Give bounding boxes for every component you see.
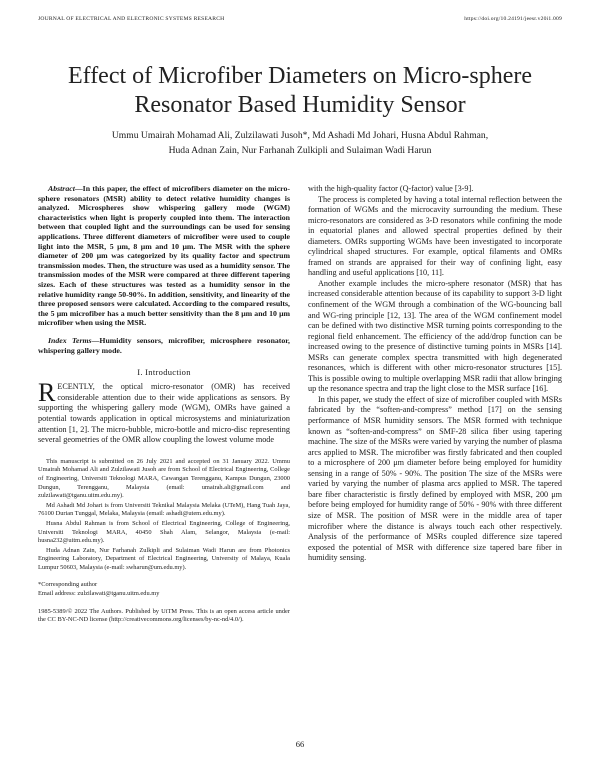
- footnote: Husna Abdul Rahman is from School of Electrical Engineering, College of Engineering, Universiti Teknologi MARA, 40450 Shah Alam, Selangor, Malaysia (e-mail: husna232@uitm.edu.my).: [38, 519, 290, 545]
- abstract: [38, 184, 290, 328]
- index-terms: [38, 336, 290, 355]
- footnote: This manuscript is submitted on 26 July 2021 and accepted on 31 January 2022. Ummu Umairah Mohamad Ali and Zulzilawati Jusoh are from School of Electrical Engineering, College of Engineering, Universiti Teknologi MARA, Cawangan Terengganu, Kampus Dungun, 23000 Dungun, Terengganu, Malaysia (email: umairah.ali@gmail.com and zulzilawati@tganu.uitm.edu.my).: [38, 457, 290, 500]
- page-number: 66: [295, 739, 305, 749]
- footnote: Md Ashadi Md Johari is from Universiti Teknikal Malaysia Melaka (UTeM), Hang Tuah Jaya, 76100 Durian Tunggal, Melaka, Malaysia (email: ashadi@utem.edu.my).: [38, 501, 290, 518]
- paper-title: Effect of Microfiber Diameters on Micro-sphere Resonator Based Humidity Sensor: [67, 63, 533, 118]
- corresponding-author: [38, 581, 290, 598]
- body-paragraph: In this paper, we study the effect of size of microfiber coupled with MSRs fabricated by the “soften-and-compress” method [17] on the sensing performance of MSR humidity sensors. The MSR formed with technique known as “soften-and-compress” on SMF-28 silica fiber using tapering machine. The size of the MSRs were varied by varying the number of plasma arcs applied to MSR. The microfiber was firstly fabricated and then coupled to a microsphere of 200 μm diameter before being employed for humidity sensing in a range of 50% - 90%. The position The size of the MSRs were varied by varying the number of plasma arcs applied to MSR. The tapered bare fiber characteristic is firstly defined by employed with MSR, 200 μm before being employed for humidity range of 50% - 90% with three different size of MSR. The position of MSR were in the middle area of taper microfiber where the distance is always touch each other respectively. Analysis of the performance of MSRs coupled difference size tapered exposed the potential of MSR with difference size tapered bare fiber in humidity sensing.: [308, 394, 562, 563]
- abstract-text: —In this paper, the effect of microfibers diameter on the micro-sphere resonators (MSR) ability to detect relative humidity changes is analyzed. Microspheres show whispering gallery mode (WGM) characteristics when light is properly coupled into them. The interaction between that coupled light and the surroundings can be used for sensing applications. Three different diameters of microfiber were used to couple light into the MSR, 5 μm, 8 μm and 10 μm. The MSR with the sphere diameter of 200 μm was categorized by its quality factor and spectrum transmission modes. Then, the structure was used as a humidity sensor. The transmission modes of the MSR were compared at three different tapering sizes. Each of these structures was tested as a humidity sensor in the relative humidity range 50-90%. In addition, sensitivity, and linearity of the three proposed sensors were calculated. According to the compared results, the 5 μm microfiber has a much better sensitivity than the 8 μm and 10 μm microfiber when using the MSR.: [38, 184, 290, 328]
- abstract-lead: Abstract: [48, 184, 75, 193]
- left-column: [38, 184, 290, 625]
- footnotes: [38, 458, 290, 573]
- index-terms-lead: Index Terms: [48, 335, 92, 345]
- body-paragraph: The process is completed by having a total internal reflection between the formation of WGMs and the microcavity surrounding the medium. These micro-resonators are considered as 3-D resonators while confining the mode in equatorial planes and allowed spectral properties defined by their diameters. OMRs supporting WGMs have been investigated to incorporate cylindrical shaped structures. For example, optical filaments and OMRs framed on strands are appraised for their way of confining light, easy handling and useful applications [10, 11].: [308, 194, 562, 278]
- section-heading: I. Introduction: [137, 367, 191, 378]
- author-line-2: Huda Adnan Zain, Nur Farhanah Zulkipli and Sulaiman Wadi Harun: [168, 145, 432, 156]
- author-line-1: Ummu Umairah Mohamad Ali, Zulzilawati Jusoh*, Md Ashadi Md Johari, Husna Abdul Rahman,: [111, 130, 489, 141]
- body-paragraph: Another example includes the micro-sphere resonator (MSR) that has increased considerable attention because of its capability to support 3-D light confinement of the WGM through a combination of the WG-bouncing ball and WG-ring principle [12, 13]. The area of the WGM confinement model can be defined with two distinctive MSR turning points corresponding to the regional field enhancement. The efficiency of the add/drop function can be increased owing to the presence of distinctive turning points in MSRs [14]. MSRs can generate complex spectra transmitted with high degenerated resonances, which is different with other micro-resonator structures [15]. This is possible owing to multiple overlapping MSR radii that allow bringing up the resonance spectra and trap the light close to the MSR surface [16].: [308, 278, 562, 394]
- intro-text: ECENTLY, the optical micro-resonator (OMR) has received considerable attention due to their wide applications as sensors. By supporting the whispering gallery mode (WGM), OMRs have gained a potential towards application in optical microsystems and miniaturization attention [1, 2]. The micro-bubble, micro-bottle and micro-disc representing several geometries of the OMR allow coupling the lowest volume mode: [38, 382, 290, 445]
- author-list: [60, 128, 540, 158]
- license-notice: 1985-5389/© 2022 The Authors. Published by UiTM Press. This is an open access article under the CC BY-NC-ND license (http://creativecommons.org/licenses/by-nc-nd/4.0/).: [38, 607, 290, 624]
- corresponding-email[interactable]: Email address: zulzilawati@tganu.uitm.edu.my: [38, 590, 160, 598]
- right-column: [308, 184, 562, 564]
- doi-link[interactable]: https://doi.org/10.24191/jeesr.v20i1.009: [464, 16, 562, 22]
- footnote: Huda Adnan Zain, Nur Farhanah Zulkipli and Sulaiman Wadi Harun are from Photonics Engineering Laboratory, Department of Electrical Engineering, University of Malaya, Kuala Lumpur 50603, Malaysia (e-mail: swharun@um.edu.my).: [38, 546, 290, 571]
- running-header: [38, 16, 562, 26]
- corresponding-label: *Corresponding author: [38, 581, 98, 589]
- intro-paragraph: [38, 378, 290, 446]
- journal-name: JOURNAL OF ELECTRICAL AND ELECTRONIC SYSTEMS RESEARCH: [38, 16, 225, 22]
- drop-cap: R: [38, 378, 56, 408]
- body-paragraph: with the high-quality factor (Q-factor) value [3-9].: [308, 184, 474, 193]
- index-terms-text: —Humidity sensors, microfiber, microsphere resonator, whispering gallery mode.: [38, 335, 291, 355]
